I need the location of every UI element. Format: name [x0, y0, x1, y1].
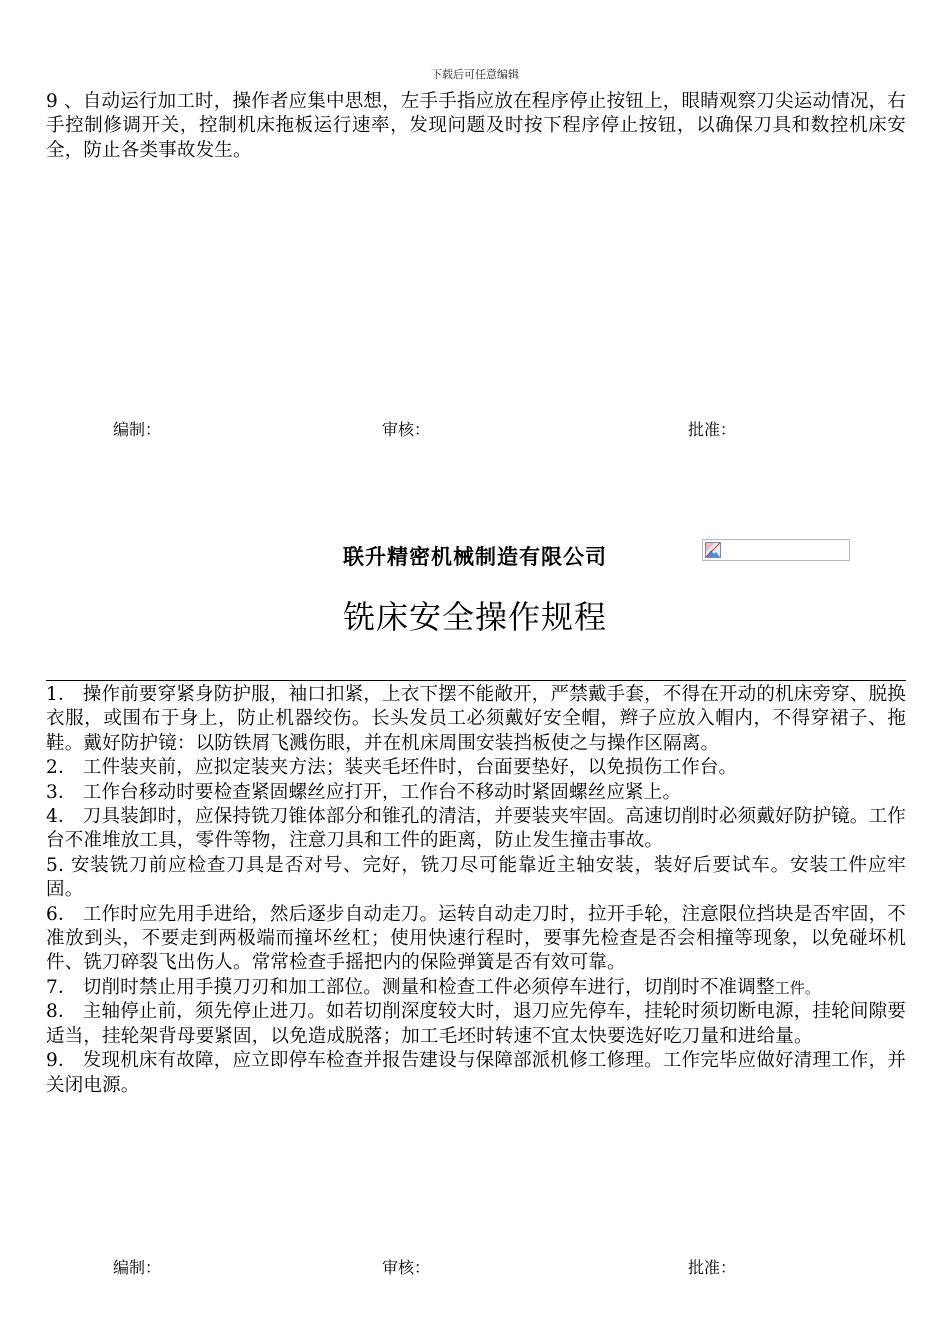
document-title: 铣床安全操作规程	[342, 598, 607, 636]
reviewed-by-label: 审核：	[382, 1258, 431, 1277]
rule-item	[46, 976, 906, 1000]
rule-item-tail: 工件。	[774, 978, 821, 997]
rule-item: 6． 工作时应先用手进给，然后逐步自动走刀。运转自动走刀时，拉开手轮，注意限位挡块是否牢固，不准放到头，不要走到两极端而撞坏丝杠；使用快速行程时，要事先检查是否会相撞等现象，以免碰坏机件、铣刀碎裂飞出伤人。常常检查手摇把内的保险弹簧是否有效可靠。	[46, 903, 906, 974]
broken-image-icon	[705, 542, 721, 558]
rules-list	[46, 683, 906, 1098]
page2-signature-row	[0, 1255, 950, 1279]
company-logo	[702, 539, 850, 561]
rule-item: 5. 安装铣刀前应检查刀具是否对号、完好，铣刀尽可能靠近主轴安装，装好后要试车。安装工件应牢固。	[46, 854, 906, 901]
approved-by-label: 批准：	[688, 420, 737, 439]
rule-item: 3． 工作台移动时要检查紧固螺丝应打开，工作台不移动时紧固螺丝应紧上。	[46, 781, 682, 803]
rule-item: 4． 刀具装卸时，应保持铣刀锥体部分和锥孔的清洁，并要装夹牢固。高速切削时必须戴好防护镜。工作台不准堆放工具，零件等物，注意刀具和工件的距离，防止发生撞击事故。	[46, 806, 906, 852]
prepared-by-label: 编制：	[113, 1258, 162, 1277]
company-name: 联升精密机械制造有限公司	[343, 545, 607, 569]
approved-by-label: 批准：	[688, 1258, 737, 1277]
reviewed-by-label: 审核：	[382, 420, 431, 439]
title-divider	[46, 680, 906, 681]
rule-item: 8． 主轴停止前，须先停止进刀。如若切削深度较大时，退刀应先停车，挂轮时须切断电源，挂轮间隙要适当，挂轮架背母要紧固，以免造成脱落；加工毛坯时转速不宜太快要选好吃刀量和进给量。	[46, 1001, 906, 1047]
rule-item-text: 7． 切削时禁止用手摸刀刃和加工部位。测量和检查工件必须停车进行，切削时不准调整	[46, 976, 775, 998]
rule-item: 1． 操作前要穿紧身防护服，袖口扣紧，上衣下摆不能敞开，严禁戴手套，不得在开动的机床旁穿、脱换衣服，或围布于身上，防止机器绞伤。长头发员工必须戴好安全帽，辫子应放入帽内，不得穿裙子、拖鞋。戴好防护镜：以防铁屑飞溅伤眼，并在机床周围安装挡板使之与操作区隔离。	[46, 684, 906, 754]
header-note: 下载后可任意编辑	[431, 68, 519, 81]
prepared-by-label: 编制：	[113, 420, 162, 439]
rule-item: 9． 发现机床有故障，应立即停车检查并报告建设与保障部派机修工修理。工作完毕应做好清理工作，并关闭电源。	[46, 1050, 906, 1096]
rule-item: 2． 工件装夹前，应拟定装夹方法；装夹毛坯件时，台面要垫好，以免损伤工作台。	[46, 757, 738, 779]
page1-paragraph: 9 、自动运行加工时，操作者应集中思想，左手手指应放在程序停止按钮上，眼睛观察刀尖运动情况，右手控制修调开关，控制机床拖板运行速率，发现问题及时按下程序停止按钮，以确保刀具和数控机床安全，防止各类事故发生。	[46, 91, 906, 161]
page1-signature-row	[0, 417, 950, 441]
